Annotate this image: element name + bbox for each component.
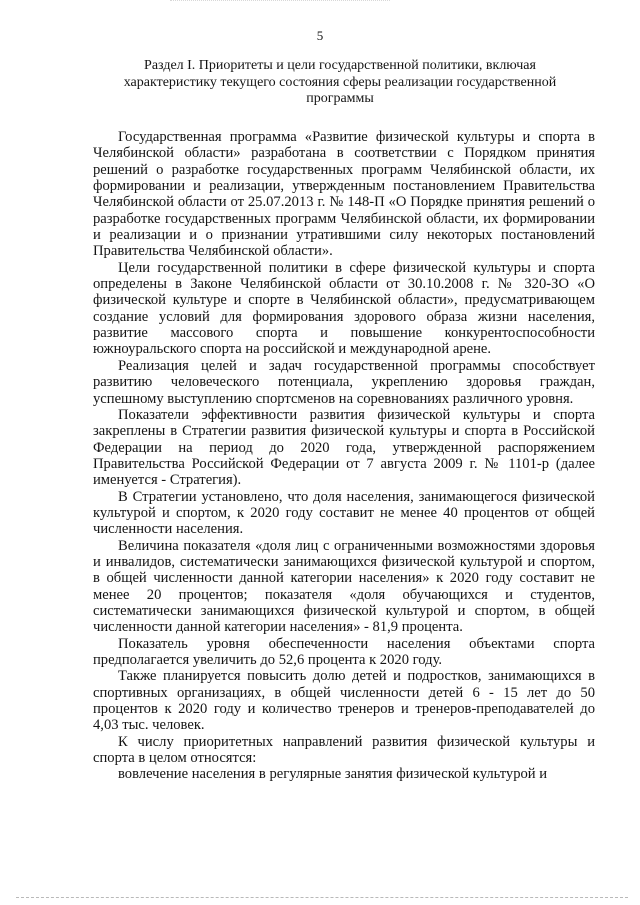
- paragraph: Показатели эффективности развития физической культуры и спорта закреплены в Стратегии развития физической культуры и спорта в Российской Федерации на период до 2020 года, утвержденной распоряжением Правительства Российской Федерации от 7 августа 2009 г. № 1101-р (далее именуется - Стратегия).: [93, 406, 595, 489]
- paragraph: Величина показателя «доля лиц с ограниченными возможностями здоровья и инвалидов, систематически занимающихся физической культурой и спортом, в общей численности данной категории населения» к 2020 году составит не менее 20 процентов; показателя «доля обучающихся и студентов, систематически занимающихся физической культурой и спортом, в общей численности данной категории населения» - 81,9 процента.: [93, 537, 595, 636]
- scan-noise: [170, 0, 390, 5]
- paragraph: К числу приоритетных направлений развития физической культуры и спорта в целом относятся:: [93, 733, 595, 767]
- heading-line: характеристику текущего состояния сферы реализации государственной: [123, 74, 557, 90]
- paragraph: Также планируется повысить долю детей и подростков, занимающихся в спортивных организациях, в общей численности детей 6 - 15 лет до 50 процентов к 2020 году и количество тренеров и тренеров-преподавателей до 4,03 тыс. человек.: [93, 668, 595, 734]
- heading-line: Раздел I. Приоритеты и цели государственной политики, включая: [144, 58, 536, 73]
- page-number: 5: [316, 28, 324, 43]
- paragraph: Показатель уровня обеспеченности населения объектами спорта предполагается увеличить до 52,6 процента к 2020 году.: [93, 635, 595, 668]
- section-heading: [100, 58, 580, 108]
- body-text: [93, 129, 595, 783]
- paragraph: Государственная программа «Развитие физической культуры и спорта в Челябинской области» разработана в соответствии с Порядком принятия решений о разработке государственных программ Челябинской области, их формировании и реализации, утвержденным постановлением Правительства Челябинской области от 25.07.2013 г. № 148-П «О Порядке принятия решений о разработке государственных программ Челябинской области, их формировании и реализации и о признании утратившими силу некоторых постановлений Правительства Челябинской области».: [93, 129, 595, 260]
- paragraph: вовлечение населения в регулярные занятия физической культурой и: [118, 766, 548, 783]
- scan-edge-line: [16, 897, 628, 898]
- paragraph: Цели государственной политики в сфере физической культуры и спорта определены в Законе Челябинской области от 30.10.2008 г. № 320-ЗО «О физической культуре и спорте в Челябинской области», предусматривающем создание условий для формирования здорового образа жизни населения, развитие массового спорта и повышение конкурентоспособности южноуральского спорта на российской и международной арене.: [93, 259, 595, 358]
- paragraph: В Стратегии установлено, что доля населения, занимающегося физической культурой и спортом, к 2020 году составит не менее 40 процентов от общей численности населения.: [93, 488, 595, 538]
- heading-line: программы: [306, 91, 374, 106]
- paragraph: Реализация целей и задач государственной программы способствует развитию человеческого потенциала, укреплению здоровья граждан, успешному выступлению спортсменов на соревнованиях различного уровня.: [93, 357, 595, 407]
